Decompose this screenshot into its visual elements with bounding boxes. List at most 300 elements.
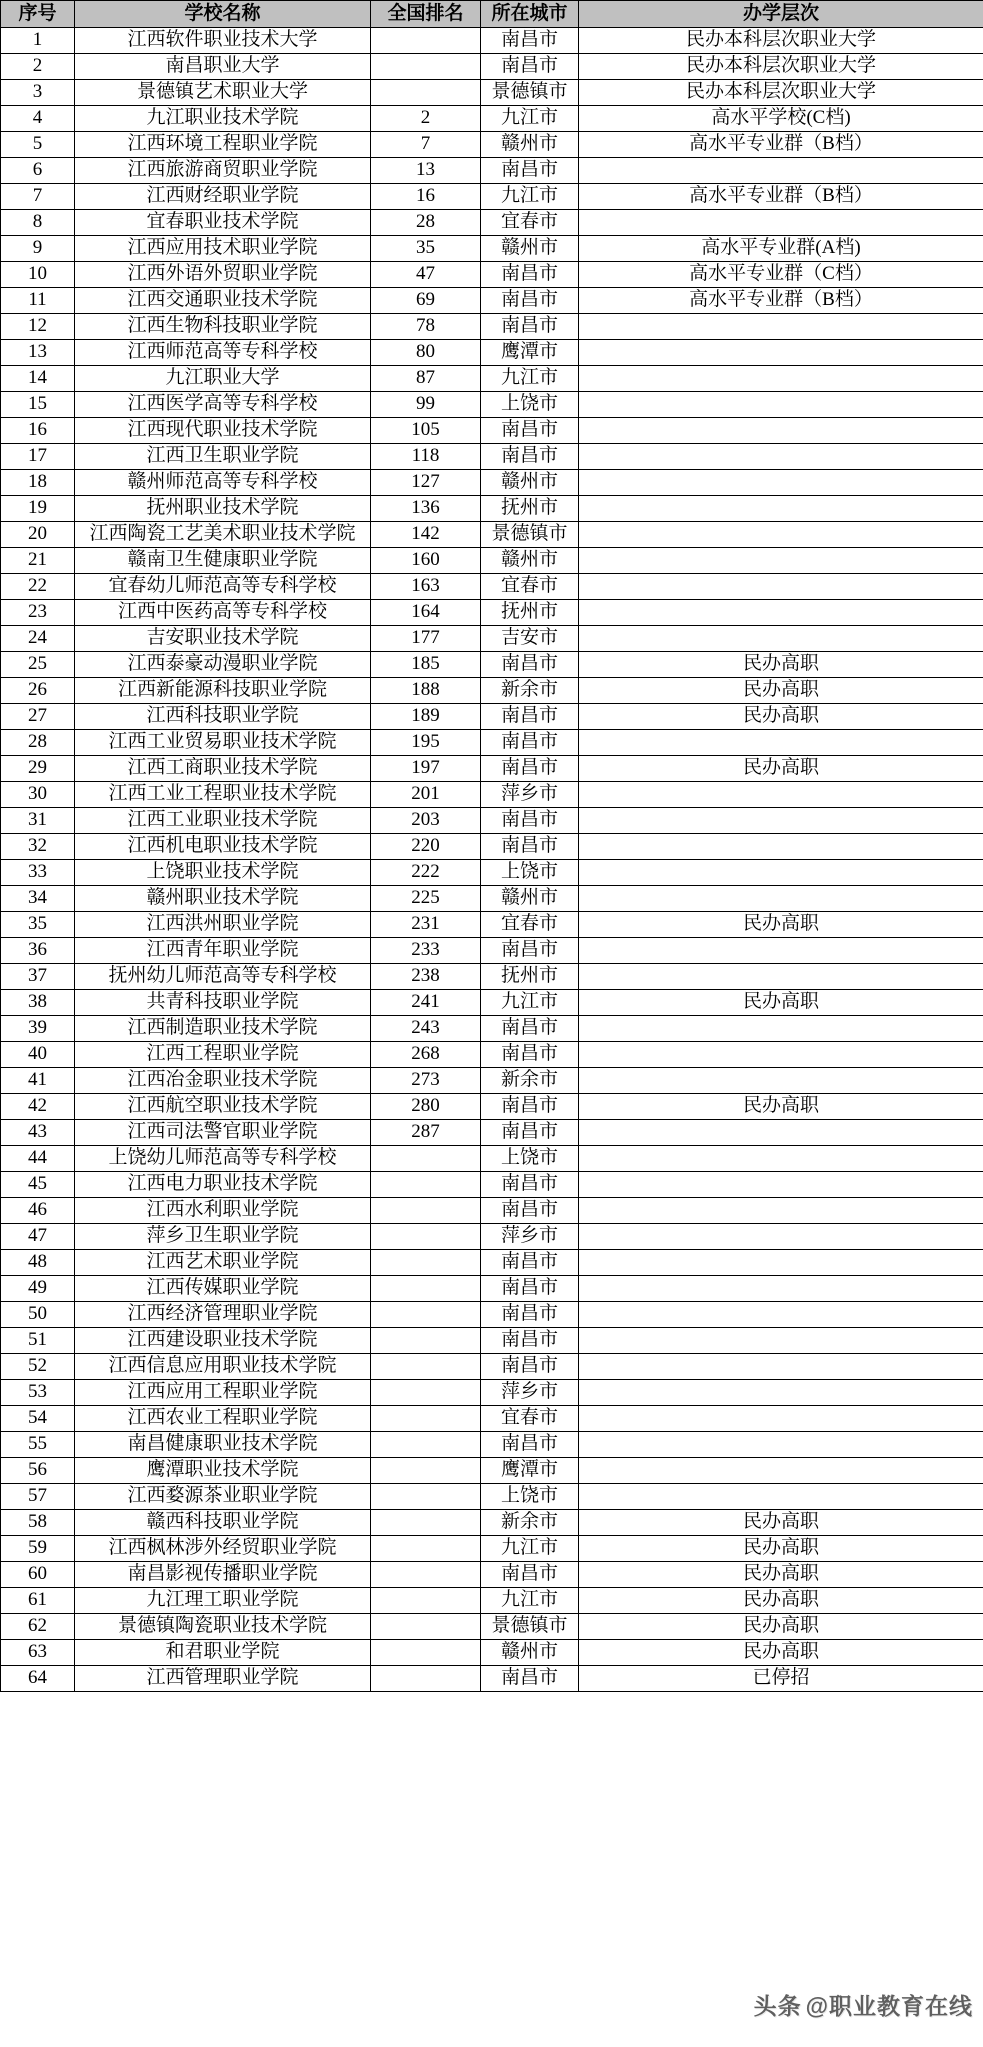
table-row[interactable] — [1, 886, 983, 912]
cell-rank[interactable]: 105 — [371, 418, 481, 444]
cell-name[interactable]: 江西婺源茶业职业学院 — [75, 1484, 371, 1510]
table-row[interactable] — [1, 210, 983, 236]
table-row[interactable] — [1, 704, 983, 730]
cell-level[interactable]: 高水平专业群（B档） — [579, 184, 983, 210]
cell-rank[interactable]: 233 — [371, 938, 481, 964]
cell-rank[interactable] — [371, 1302, 481, 1328]
table-row[interactable] — [1, 1120, 983, 1146]
cell-name[interactable]: 和君职业学院 — [75, 1640, 371, 1666]
cell-level[interactable] — [579, 1198, 983, 1224]
cell-idx[interactable]: 39 — [1, 1016, 75, 1042]
cell-rank[interactable] — [371, 1666, 481, 1692]
cell-name[interactable]: 江西工程职业学院 — [75, 1042, 371, 1068]
cell-city[interactable]: 南昌市 — [481, 314, 579, 340]
table-row[interactable] — [1, 288, 983, 314]
cell-level[interactable] — [579, 470, 983, 496]
cell-level[interactable] — [579, 574, 983, 600]
table-row[interactable] — [1, 990, 983, 1016]
cell-city[interactable]: 南昌市 — [481, 808, 579, 834]
cell-level[interactable] — [579, 1224, 983, 1250]
cell-name[interactable]: 江西工业贸易职业技术学院 — [75, 730, 371, 756]
cell-level[interactable]: 已停招 — [579, 1666, 983, 1692]
cell-rank[interactable]: 13 — [371, 158, 481, 184]
cell-idx[interactable]: 32 — [1, 834, 75, 860]
table-row[interactable] — [1, 574, 983, 600]
cell-name[interactable]: 南昌职业大学 — [75, 54, 371, 80]
cell-name[interactable]: 江西艺术职业学院 — [75, 1250, 371, 1276]
cell-rank[interactable]: 47 — [371, 262, 481, 288]
cell-idx[interactable]: 10 — [1, 262, 75, 288]
table-row[interactable] — [1, 340, 983, 366]
cell-city[interactable]: 景德镇市 — [481, 522, 579, 548]
table-row[interactable] — [1, 1536, 983, 1562]
cell-city[interactable]: 九江市 — [481, 366, 579, 392]
cell-level[interactable]: 民办高职 — [579, 652, 983, 678]
cell-rank[interactable]: 268 — [371, 1042, 481, 1068]
cell-rank[interactable]: 195 — [371, 730, 481, 756]
cell-level[interactable]: 民办高职 — [579, 912, 983, 938]
cell-idx[interactable]: 41 — [1, 1068, 75, 1094]
cell-city[interactable]: 南昌市 — [481, 652, 579, 678]
cell-name[interactable]: 鹰潭职业技术学院 — [75, 1458, 371, 1484]
table-row[interactable] — [1, 444, 983, 470]
cell-name[interactable]: 九江理工职业学院 — [75, 1588, 371, 1614]
cell-city[interactable]: 萍乡市 — [481, 782, 579, 808]
table-row[interactable] — [1, 756, 983, 782]
cell-idx[interactable]: 20 — [1, 522, 75, 548]
cell-rank[interactable] — [371, 1224, 481, 1250]
cell-city[interactable]: 南昌市 — [481, 444, 579, 470]
cell-name[interactable]: 赣西科技职业学院 — [75, 1510, 371, 1536]
cell-level[interactable] — [579, 210, 983, 236]
table-row[interactable] — [1, 1042, 983, 1068]
cell-rank[interactable]: 78 — [371, 314, 481, 340]
cell-idx[interactable]: 29 — [1, 756, 75, 782]
table-row[interactable] — [1, 1640, 983, 1666]
cell-city[interactable]: 新余市 — [481, 678, 579, 704]
cell-city[interactable]: 宜春市 — [481, 574, 579, 600]
cell-level[interactable] — [579, 1042, 983, 1068]
cell-level[interactable] — [579, 496, 983, 522]
table-row[interactable] — [1, 1614, 983, 1640]
cell-rank[interactable]: 238 — [371, 964, 481, 990]
cell-level[interactable]: 民办高职 — [579, 1094, 983, 1120]
cell-level[interactable] — [579, 444, 983, 470]
cell-idx[interactable]: 64 — [1, 1666, 75, 1692]
cell-name[interactable]: 江西司法警官职业学院 — [75, 1120, 371, 1146]
cell-city[interactable]: 赣州市 — [481, 886, 579, 912]
table-row[interactable] — [1, 548, 983, 574]
cell-level[interactable] — [579, 860, 983, 886]
cell-rank[interactable] — [371, 1432, 481, 1458]
cell-idx[interactable]: 21 — [1, 548, 75, 574]
table-row[interactable] — [1, 132, 983, 158]
cell-city[interactable]: 南昌市 — [481, 1172, 579, 1198]
cell-idx[interactable]: 9 — [1, 236, 75, 262]
cell-name[interactable]: 江西陶瓷工艺美术职业技术学院 — [75, 522, 371, 548]
cell-level[interactable]: 民办高职 — [579, 1562, 983, 1588]
cell-idx[interactable]: 23 — [1, 600, 75, 626]
cell-name[interactable]: 江西制造职业技术学院 — [75, 1016, 371, 1042]
cell-name[interactable]: 上饶幼儿师范高等专科学校 — [75, 1146, 371, 1172]
table-row[interactable] — [1, 652, 983, 678]
cell-idx[interactable]: 31 — [1, 808, 75, 834]
cell-city[interactable]: 南昌市 — [481, 834, 579, 860]
table-row[interactable] — [1, 184, 983, 210]
cell-idx[interactable]: 5 — [1, 132, 75, 158]
cell-name[interactable]: 江西工商职业技术学院 — [75, 756, 371, 782]
cell-idx[interactable]: 55 — [1, 1432, 75, 1458]
cell-city[interactable]: 九江市 — [481, 990, 579, 1016]
table-row[interactable] — [1, 730, 983, 756]
cell-level[interactable] — [579, 392, 983, 418]
cell-rank[interactable]: 197 — [371, 756, 481, 782]
cell-level[interactable] — [579, 1484, 983, 1510]
cell-rank[interactable]: 273 — [371, 1068, 481, 1094]
cell-level[interactable] — [579, 1380, 983, 1406]
cell-level[interactable] — [579, 1250, 983, 1276]
cell-name[interactable]: 江西应用技术职业学院 — [75, 236, 371, 262]
cell-idx[interactable]: 58 — [1, 1510, 75, 1536]
cell-level[interactable] — [579, 366, 983, 392]
cell-name[interactable]: 共青科技职业学院 — [75, 990, 371, 1016]
cell-city[interactable]: 宜春市 — [481, 1406, 579, 1432]
cell-idx[interactable]: 46 — [1, 1198, 75, 1224]
cell-city[interactable]: 南昌市 — [481, 1354, 579, 1380]
table-row[interactable] — [1, 1172, 983, 1198]
cell-level[interactable]: 高水平专业群(A档) — [579, 236, 983, 262]
cell-level[interactable] — [579, 548, 983, 574]
cell-rank[interactable] — [371, 1510, 481, 1536]
cell-rank[interactable] — [371, 28, 481, 54]
cell-rank[interactable]: 225 — [371, 886, 481, 912]
cell-idx[interactable]: 15 — [1, 392, 75, 418]
cell-city[interactable]: 上饶市 — [481, 1146, 579, 1172]
cell-level[interactable] — [579, 1328, 983, 1354]
table-row[interactable] — [1, 158, 983, 184]
table-row[interactable] — [1, 1406, 983, 1432]
cell-city[interactable]: 上饶市 — [481, 392, 579, 418]
cell-name[interactable]: 江西水利职业学院 — [75, 1198, 371, 1224]
cell-city[interactable]: 南昌市 — [481, 1432, 579, 1458]
cell-level[interactable] — [579, 1068, 983, 1094]
cell-city[interactable]: 赣州市 — [481, 548, 579, 574]
table-row[interactable] — [1, 106, 983, 132]
cell-level[interactable] — [579, 1120, 983, 1146]
cell-rank[interactable]: 160 — [371, 548, 481, 574]
table-row[interactable] — [1, 1094, 983, 1120]
cell-level[interactable]: 民办高职 — [579, 990, 983, 1016]
cell-name[interactable]: 吉安职业技术学院 — [75, 626, 371, 652]
cell-rank[interactable] — [371, 1198, 481, 1224]
cell-name[interactable]: 江西软件职业技术大学 — [75, 28, 371, 54]
cell-city[interactable]: 抚州市 — [481, 600, 579, 626]
cell-level[interactable] — [579, 730, 983, 756]
cell-rank[interactable] — [371, 1328, 481, 1354]
cell-idx[interactable]: 13 — [1, 340, 75, 366]
cell-name[interactable]: 九江职业大学 — [75, 366, 371, 392]
cell-rank[interactable]: 28 — [371, 210, 481, 236]
cell-name[interactable]: 景德镇艺术职业大学 — [75, 80, 371, 106]
table-row[interactable] — [1, 912, 983, 938]
cell-city[interactable]: 南昌市 — [481, 288, 579, 314]
cell-city[interactable]: 赣州市 — [481, 1640, 579, 1666]
table-row[interactable] — [1, 1224, 983, 1250]
cell-idx[interactable]: 30 — [1, 782, 75, 808]
cell-city[interactable]: 抚州市 — [481, 964, 579, 990]
cell-level[interactable]: 高水平学校(C档) — [579, 106, 983, 132]
table-row[interactable] — [1, 1432, 983, 1458]
cell-idx[interactable]: 17 — [1, 444, 75, 470]
table-row[interactable] — [1, 1510, 983, 1536]
cell-city[interactable]: 南昌市 — [481, 1276, 579, 1302]
cell-rank[interactable] — [371, 1536, 481, 1562]
cell-name[interactable]: 江西农业工程职业学院 — [75, 1406, 371, 1432]
cell-city[interactable]: 南昌市 — [481, 1328, 579, 1354]
cell-idx[interactable]: 25 — [1, 652, 75, 678]
table-row[interactable] — [1, 1458, 983, 1484]
cell-name[interactable]: 江西新能源科技职业学院 — [75, 678, 371, 704]
cell-name[interactable]: 江西科技职业学院 — [75, 704, 371, 730]
cell-idx[interactable]: 8 — [1, 210, 75, 236]
cell-rank[interactable]: 201 — [371, 782, 481, 808]
table-row[interactable] — [1, 678, 983, 704]
cell-rank[interactable] — [371, 1380, 481, 1406]
cell-idx[interactable]: 50 — [1, 1302, 75, 1328]
column-header-city[interactable]: 所在城市 — [481, 1, 579, 28]
cell-city[interactable]: 赣州市 — [481, 132, 579, 158]
cell-name[interactable]: 江西工业工程职业技术学院 — [75, 782, 371, 808]
cell-name[interactable]: 江西电力职业技术学院 — [75, 1172, 371, 1198]
cell-city[interactable]: 南昌市 — [481, 158, 579, 184]
cell-name[interactable]: 江西外语外贸职业学院 — [75, 262, 371, 288]
cell-name[interactable]: 上饶职业技术学院 — [75, 860, 371, 886]
cell-level[interactable] — [579, 782, 983, 808]
cell-name[interactable]: 赣州职业技术学院 — [75, 886, 371, 912]
cell-level[interactable] — [579, 1302, 983, 1328]
table-row[interactable] — [1, 626, 983, 652]
cell-idx[interactable]: 34 — [1, 886, 75, 912]
cell-level[interactable]: 民办高职 — [579, 1614, 983, 1640]
cell-city[interactable]: 南昌市 — [481, 1302, 579, 1328]
column-header-school-level[interactable]: 办学层次 — [579, 1, 983, 28]
cell-rank[interactable]: 185 — [371, 652, 481, 678]
cell-rank[interactable] — [371, 1484, 481, 1510]
table-row[interactable] — [1, 1146, 983, 1172]
table-row[interactable] — [1, 834, 983, 860]
cell-rank[interactable]: 2 — [371, 106, 481, 132]
table-row[interactable] — [1, 80, 983, 106]
cell-rank[interactable]: 142 — [371, 522, 481, 548]
cell-rank[interactable] — [371, 1146, 481, 1172]
cell-rank[interactable]: 69 — [371, 288, 481, 314]
table-row[interactable] — [1, 54, 983, 80]
cell-city[interactable]: 南昌市 — [481, 418, 579, 444]
cell-city[interactable]: 南昌市 — [481, 1666, 579, 1692]
cell-idx[interactable]: 48 — [1, 1250, 75, 1276]
cell-name[interactable]: 江西经济管理职业学院 — [75, 1302, 371, 1328]
cell-idx[interactable]: 42 — [1, 1094, 75, 1120]
cell-idx[interactable]: 54 — [1, 1406, 75, 1432]
cell-name[interactable]: 抚州职业技术学院 — [75, 496, 371, 522]
cell-idx[interactable]: 63 — [1, 1640, 75, 1666]
cell-idx[interactable]: 43 — [1, 1120, 75, 1146]
table-row[interactable] — [1, 600, 983, 626]
cell-level[interactable] — [579, 522, 983, 548]
cell-city[interactable]: 九江市 — [481, 1536, 579, 1562]
table-row[interactable] — [1, 1276, 983, 1302]
cell-idx[interactable]: 4 — [1, 106, 75, 132]
cell-city[interactable]: 九江市 — [481, 184, 579, 210]
column-header-national-rank[interactable]: 全国排名 — [371, 1, 481, 28]
cell-rank[interactable] — [371, 1458, 481, 1484]
cell-rank[interactable] — [371, 54, 481, 80]
cell-level[interactable] — [579, 1016, 983, 1042]
cell-level[interactable] — [579, 938, 983, 964]
cell-name[interactable]: 江西环境工程职业学院 — [75, 132, 371, 158]
cell-name[interactable]: 赣南卫生健康职业学院 — [75, 548, 371, 574]
cell-idx[interactable]: 28 — [1, 730, 75, 756]
cell-rank[interactable]: 163 — [371, 574, 481, 600]
cell-city[interactable]: 赣州市 — [481, 470, 579, 496]
column-header-school-name[interactable]: 学校名称 — [75, 1, 371, 28]
table-row[interactable] — [1, 808, 983, 834]
cell-name[interactable]: 江西建设职业技术学院 — [75, 1328, 371, 1354]
cell-city[interactable]: 鹰潭市 — [481, 1458, 579, 1484]
cell-idx[interactable]: 40 — [1, 1042, 75, 1068]
table-row[interactable] — [1, 496, 983, 522]
cell-idx[interactable]: 45 — [1, 1172, 75, 1198]
cell-level[interactable] — [579, 886, 983, 912]
cell-idx[interactable]: 62 — [1, 1614, 75, 1640]
cell-idx[interactable]: 27 — [1, 704, 75, 730]
cell-level[interactable]: 高水平专业群（C档） — [579, 262, 983, 288]
cell-city[interactable]: 南昌市 — [481, 1198, 579, 1224]
cell-rank[interactable]: 7 — [371, 132, 481, 158]
cell-rank[interactable]: 87 — [371, 366, 481, 392]
cell-rank[interactable]: 35 — [371, 236, 481, 262]
cell-rank[interactable]: 189 — [371, 704, 481, 730]
table-row[interactable] — [1, 262, 983, 288]
cell-city[interactable]: 九江市 — [481, 106, 579, 132]
cell-name[interactable]: 江西机电职业技术学院 — [75, 834, 371, 860]
table-row[interactable] — [1, 522, 983, 548]
cell-name[interactable]: 江西信息应用职业技术学院 — [75, 1354, 371, 1380]
cell-level[interactable]: 民办高职 — [579, 1536, 983, 1562]
cell-name[interactable]: 江西旅游商贸职业学院 — [75, 158, 371, 184]
cell-level[interactable] — [579, 314, 983, 340]
cell-level[interactable]: 民办高职 — [579, 1588, 983, 1614]
table-row[interactable] — [1, 1198, 983, 1224]
cell-city[interactable]: 南昌市 — [481, 1120, 579, 1146]
cell-name[interactable]: 萍乡卫生职业学院 — [75, 1224, 371, 1250]
cell-name[interactable]: 江西青年职业学院 — [75, 938, 371, 964]
cell-city[interactable]: 南昌市 — [481, 938, 579, 964]
cell-name[interactable]: 江西传媒职业学院 — [75, 1276, 371, 1302]
cell-city[interactable]: 鹰潭市 — [481, 340, 579, 366]
cell-name[interactable]: 宜春幼儿师范高等专科学校 — [75, 574, 371, 600]
cell-idx[interactable]: 52 — [1, 1354, 75, 1380]
cell-city[interactable]: 南昌市 — [481, 704, 579, 730]
cell-name[interactable]: 景德镇陶瓷职业技术学院 — [75, 1614, 371, 1640]
table-row[interactable] — [1, 1328, 983, 1354]
cell-city[interactable]: 景德镇市 — [481, 80, 579, 106]
cell-name[interactable]: 江西泰豪动漫职业学院 — [75, 652, 371, 678]
table-row[interactable] — [1, 314, 983, 340]
cell-name[interactable]: 江西冶金职业技术学院 — [75, 1068, 371, 1094]
table-row[interactable] — [1, 1016, 983, 1042]
cell-name[interactable]: 江西枫林涉外经贸职业学院 — [75, 1536, 371, 1562]
cell-city[interactable]: 南昌市 — [481, 262, 579, 288]
cell-rank[interactable]: 243 — [371, 1016, 481, 1042]
cell-rank[interactable] — [371, 1250, 481, 1276]
cell-idx[interactable]: 22 — [1, 574, 75, 600]
cell-idx[interactable]: 36 — [1, 938, 75, 964]
cell-level[interactable]: 民办高职 — [579, 1640, 983, 1666]
cell-city[interactable]: 吉安市 — [481, 626, 579, 652]
table-row[interactable] — [1, 1484, 983, 1510]
cell-city[interactable]: 南昌市 — [481, 1042, 579, 1068]
cell-rank[interactable] — [371, 80, 481, 106]
cell-level[interactable] — [579, 1276, 983, 1302]
cell-rank[interactable]: 99 — [371, 392, 481, 418]
cell-idx[interactable]: 56 — [1, 1458, 75, 1484]
cell-rank[interactable]: 203 — [371, 808, 481, 834]
cell-idx[interactable]: 37 — [1, 964, 75, 990]
cell-rank[interactable]: 127 — [371, 470, 481, 496]
cell-level[interactable] — [579, 158, 983, 184]
cell-rank[interactable] — [371, 1562, 481, 1588]
cell-city[interactable]: 南昌市 — [481, 1016, 579, 1042]
cell-rank[interactable] — [371, 1172, 481, 1198]
cell-city[interactable]: 萍乡市 — [481, 1224, 579, 1250]
cell-rank[interactable] — [371, 1614, 481, 1640]
cell-city[interactable]: 南昌市 — [481, 730, 579, 756]
table-row[interactable] — [1, 1250, 983, 1276]
cell-idx[interactable]: 6 — [1, 158, 75, 184]
cell-name[interactable]: 江西财经职业学院 — [75, 184, 371, 210]
cell-city[interactable]: 南昌市 — [481, 1094, 579, 1120]
cell-rank[interactable]: 136 — [371, 496, 481, 522]
cell-name[interactable]: 宜春职业技术学院 — [75, 210, 371, 236]
cell-city[interactable]: 九江市 — [481, 1588, 579, 1614]
cell-level[interactable]: 高水平专业群（B档） — [579, 288, 983, 314]
cell-level[interactable] — [579, 1406, 983, 1432]
cell-idx[interactable]: 49 — [1, 1276, 75, 1302]
cell-level[interactable]: 民办高职 — [579, 704, 983, 730]
cell-idx[interactable]: 38 — [1, 990, 75, 1016]
cell-rank[interactable]: 222 — [371, 860, 481, 886]
cell-idx[interactable]: 3 — [1, 80, 75, 106]
cell-name[interactable]: 南昌影视传播职业学院 — [75, 1562, 371, 1588]
cell-level[interactable] — [579, 1432, 983, 1458]
table-row[interactable] — [1, 1588, 983, 1614]
cell-idx[interactable]: 7 — [1, 184, 75, 210]
cell-city[interactable]: 上饶市 — [481, 1484, 579, 1510]
table-row[interactable] — [1, 236, 983, 262]
cell-idx[interactable]: 24 — [1, 626, 75, 652]
cell-name[interactable]: 江西管理职业学院 — [75, 1666, 371, 1692]
cell-name[interactable]: 九江职业技术学院 — [75, 106, 371, 132]
column-header-index[interactable]: 序号 — [1, 1, 75, 28]
table-row[interactable] — [1, 1354, 983, 1380]
cell-rank[interactable]: 164 — [371, 600, 481, 626]
cell-name[interactable]: 江西交通职业技术学院 — [75, 288, 371, 314]
cell-idx[interactable]: 33 — [1, 860, 75, 886]
table-row[interactable] — [1, 1068, 983, 1094]
cell-idx[interactable]: 14 — [1, 366, 75, 392]
cell-idx[interactable]: 19 — [1, 496, 75, 522]
